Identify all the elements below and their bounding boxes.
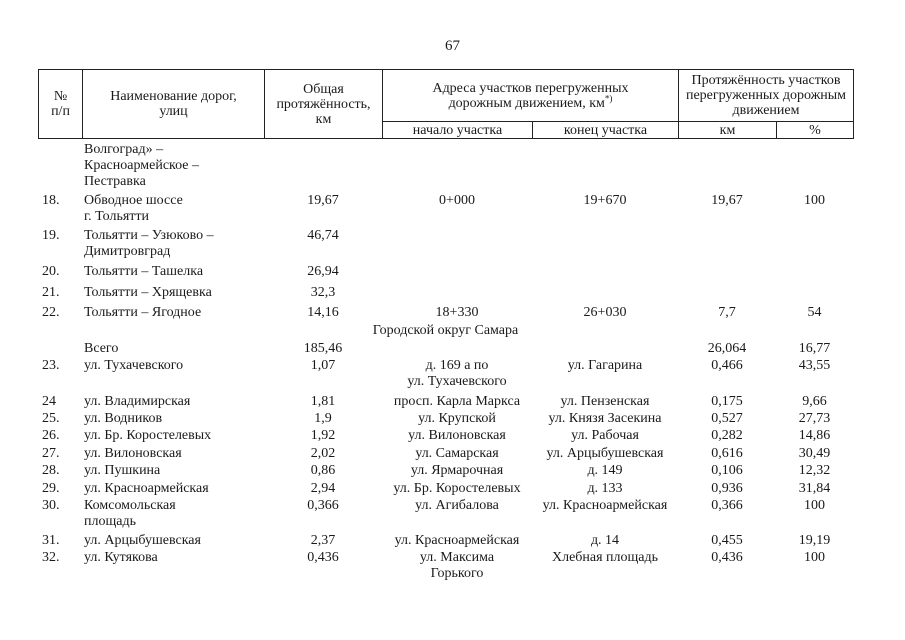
overloaded-km: 0,527 (711, 411, 743, 426)
section-start: ул. Крупской (418, 411, 496, 426)
header-end: конец участка (533, 122, 679, 139)
section-start: ул. Максима Горького (419, 550, 495, 581)
overloaded-percent: 100 (804, 550, 825, 565)
total-length: 32,3 (310, 285, 336, 300)
total-length: 2,94 (310, 481, 336, 496)
section-end: д. 149 (587, 463, 623, 478)
header-total-length: Общая протяжённость, км (265, 70, 383, 139)
section-start: 0+000 (439, 193, 475, 208)
section-end: 26+030 (583, 305, 627, 320)
overloaded-percent: 14,86 (798, 428, 831, 443)
total-length: 0,86 (310, 463, 336, 478)
overloaded-km: 26,064 (707, 341, 747, 356)
row-number: 24 (42, 394, 56, 409)
row-number: 25. (42, 411, 60, 426)
overloaded-percent: 54 (807, 305, 822, 320)
section-end: Хлебная площадь (551, 550, 659, 565)
road-name: Тольятти – Ташелка (84, 264, 204, 279)
overloaded-km: 0,616 (711, 446, 743, 461)
table-body (38, 0, 853, 640)
road-name: Волгоград» – Красноармейское – Пестравка (84, 142, 200, 189)
overloaded-percent: 30,49 (798, 446, 831, 461)
header-addresses-text: Адреса участков перегруженных дорожным движением, км (432, 80, 629, 111)
row-number: 23. (42, 358, 60, 373)
total-length: 14,16 (307, 305, 339, 320)
overloaded-percent: 19,19 (798, 533, 831, 548)
total-length: 185,46 (303, 341, 343, 356)
total-length: 46,74 (307, 228, 339, 243)
overloaded-percent: 27,73 (798, 411, 831, 426)
section-end: ул. Арцыбушевская (546, 446, 664, 461)
row-number: 21. (42, 285, 60, 300)
road-name: ул. Кутякова (84, 550, 158, 565)
row-number: 26. (42, 428, 60, 443)
page-number: 67 (445, 38, 460, 54)
header-road-name: Наименование дорог, улиц (83, 70, 265, 139)
road-name: ул. Тухачевского (84, 358, 184, 373)
row-number: 30. (42, 498, 60, 513)
overloaded-km: 0,366 (711, 498, 743, 513)
road-name: ул. Пушкина (84, 463, 161, 478)
section-start: ул. Бр. Коростелевых (393, 481, 521, 496)
road-name: ул. Бр. Коростелевых (84, 428, 212, 443)
section-start: д. 169 а по ул. Тухачевского (407, 358, 507, 389)
row-number: 27. (42, 446, 60, 461)
row-number: 19. (42, 228, 60, 243)
overloaded-percent: 9,66 (802, 394, 827, 409)
section-end: д. 133 (587, 481, 623, 496)
overloaded-km: 0,175 (711, 394, 743, 409)
row-number: 20. (42, 264, 60, 279)
total-length: 0,436 (307, 550, 339, 565)
header-start: начало участка (383, 122, 533, 139)
overloaded-percent: 12,32 (798, 463, 831, 478)
road-name: ул. Вилоновская (84, 446, 182, 461)
overloaded-km: 0,936 (711, 481, 743, 496)
road-name: Обводное шоссе г. Тольятти (84, 193, 183, 224)
section-start: ул. Вилоновская (408, 428, 506, 443)
road-name: ул. Арцыбушевская (84, 533, 201, 548)
total-length: 1,92 (310, 428, 336, 443)
section-end: ул. Рабочая (571, 428, 639, 443)
total-label: Всего (84, 341, 119, 356)
road-name: ул. Водников (84, 411, 163, 426)
total-length: 2,02 (310, 446, 336, 461)
road-name: ул. Владимирская (84, 394, 191, 409)
overloaded-km: 0,455 (711, 533, 743, 548)
section-end: ул. Гагарина (567, 358, 643, 373)
section-end: ул. Пензенская (560, 394, 650, 409)
road-name: Тольятти – Хрящевка (84, 285, 212, 300)
row-number: 18. (42, 193, 60, 208)
header-addresses-footnote: *) (604, 92, 613, 103)
section-start: просп. Карла Маркса (393, 394, 521, 409)
section-end: д. 14 (590, 533, 620, 548)
road-name: Тольятти – Ягодное (84, 305, 202, 320)
section-start: ул. Красноармейская (394, 533, 520, 548)
row-number: 29. (42, 481, 60, 496)
section-start: ул. Агибалова (415, 498, 499, 513)
header-number: № п/п (39, 70, 83, 139)
row-number: 22. (42, 305, 60, 320)
total-length: 2,37 (310, 533, 336, 548)
section-start: ул. Самарская (415, 446, 499, 461)
section-end: ул. Красноармейская (542, 498, 668, 513)
header-percent: % (777, 122, 854, 139)
overloaded-km: 0,106 (711, 463, 743, 478)
overloaded-percent: 16,77 (798, 341, 831, 356)
overloaded-km: 0,282 (711, 428, 743, 443)
overloaded-km: 7,7 (718, 305, 736, 320)
total-length: 1,81 (310, 394, 336, 409)
overloaded-percent: 100 (804, 498, 825, 513)
section-start: ул. Ярмарочная (410, 463, 504, 478)
overloaded-km: 19,67 (711, 193, 743, 208)
header-km: км (679, 122, 777, 139)
overloaded-percent: 43,55 (798, 358, 831, 373)
total-length: 19,67 (307, 193, 339, 208)
row-number: 32. (42, 550, 60, 565)
section-end: ул. Князя Засекина (548, 411, 662, 426)
road-name: Комсомольская площадь (84, 498, 176, 529)
road-name: Тольятти – Узюково – Димитровград (84, 228, 214, 259)
overloaded-km: 0,466 (711, 358, 743, 373)
row-number: 28. (42, 463, 60, 478)
total-length: 0,366 (307, 498, 339, 513)
overloaded-percent: 31,84 (798, 481, 831, 496)
total-length: 26,94 (307, 264, 339, 279)
overloaded-percent: 100 (804, 193, 825, 208)
overloaded-km: 0,436 (711, 550, 743, 565)
total-length: 1,07 (310, 358, 336, 373)
header-overloaded-length: Протяжённость участков перегруженных дорожным движением (679, 70, 854, 122)
total-length: 1,9 (314, 411, 332, 426)
section-start: 18+330 (435, 305, 479, 320)
row-number: 31. (42, 533, 60, 548)
section-end: 19+670 (583, 193, 627, 208)
section-title: Городской округ Самара (372, 323, 519, 338)
road-name: ул. Красноармейская (84, 481, 209, 496)
